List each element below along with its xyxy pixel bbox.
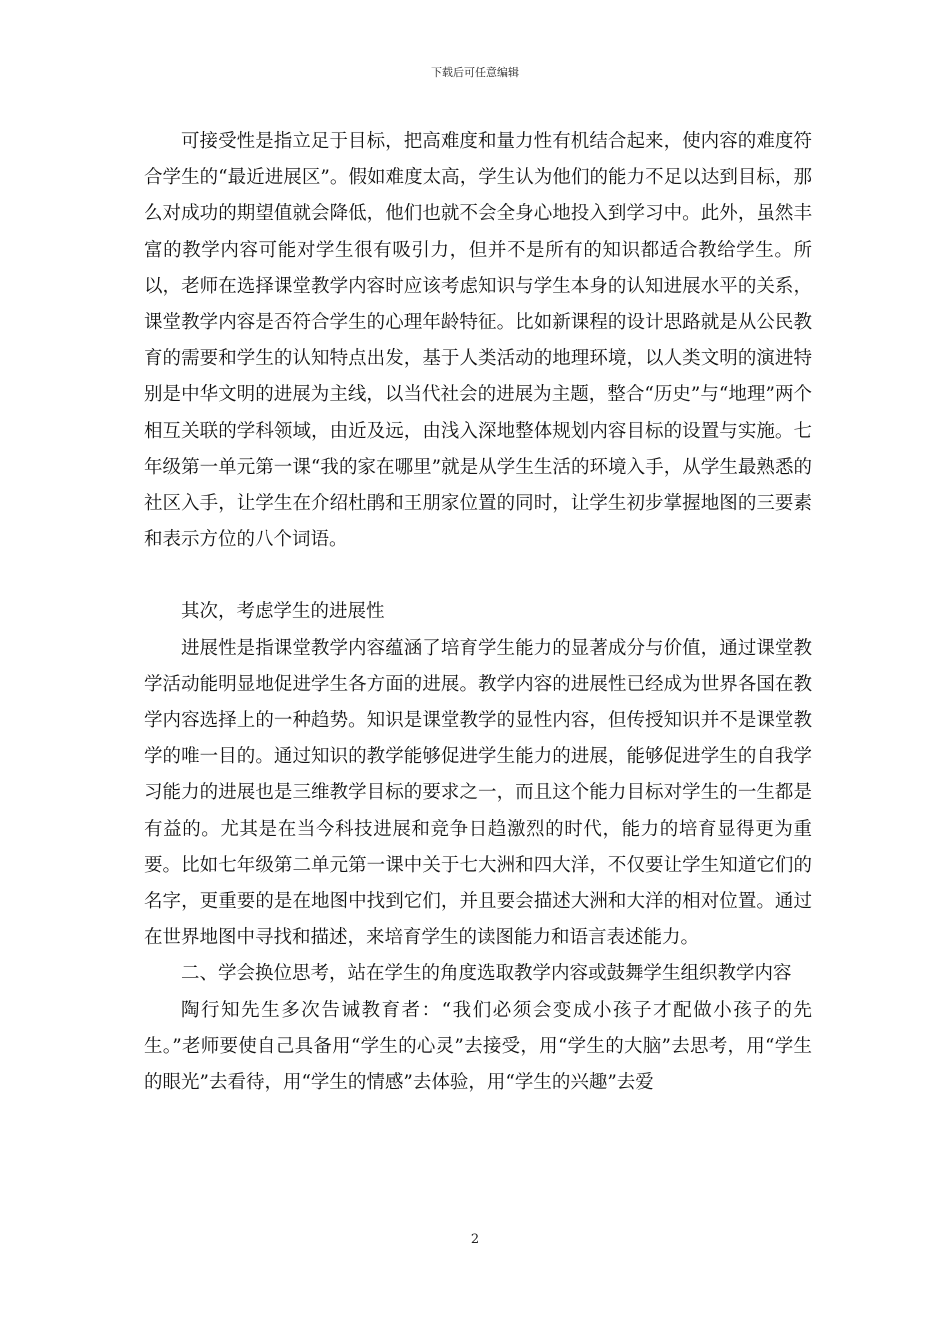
paragraph-tao-xingzhi: 陶行知先生多次告诫教育者：“我们必须会变成小孩子才配做小孩子的先生。”老师要使自己具备用“学生的心灵”去接受，用“学生的大脑”去思考，用“学生的眼光”去看待，用“学生的情感”去体验，用“学生的兴趣”去爱 <box>144 999 812 1094</box>
page-header: 下载后可任意编辑 <box>431 66 519 79</box>
document-body <box>144 124 812 1101</box>
paragraph-spacer <box>144 558 812 594</box>
section-heading-perspective: 二、学会换位思考，站在学生的角度选取教学内容或鼓舞学生组织教学内容 <box>181 963 792 985</box>
paragraph-development: 进展性是指课堂教学内容蕴涵了培育学生能力的显著成分与价值，通过课堂教学活动能明显地促进学生各方面的进展。教学内容的进展性已经成为世界各国在教学内容选择上的一种趋势。知识是课堂教学的显性内容，但传授知识并不是课堂教学的唯一目的。通过知识的教学能够促进学生能力的进展，能够促进学生的自我学习能力的进展也是三维教学目标的要求之一，而且这个能力目标对学生的一生都是有益的。尤其是在当今科技进展和竞争日趋激烈的时代，能力的培育显得更为重要。比如七年级第二单元第一课中关于七大洲和四大洋，不仅要让学生知道它们的名字，更重要的是在地图中找到它们，并且要会描述大洲和大洋的相对位置。通过在世界地图中寻找和描述，来培育学生的读图能力和语言表述能力。 <box>144 637 812 949</box>
section-heading-development: 其次，考虑学生的进展性 <box>181 601 385 623</box>
paragraph-acceptability: 可接受性是指立足于目标，把高难度和量力性有机结合起来，使内容的难度符合学生的“最近进展区”。假如难度太高，学生认为他们的能力不足以达到目标，那么对成功的期望值就会降低，他们也就不会全身心地投入到学习中。此外，虽然丰富的教学内容可能对学生很有吸引力，但并不是所有的知识都适合教给学生。所以，老师在选择课堂教学内容时应该考虑知识与学生本身的认知进展水平的关系，课堂教学内容是否符合学生的心理年龄特征。比如新课程的设计思路就是从公民教育的需要和学生的认知特点出发，基于人类活动的地理环境，以人类文明的演进特别是中华文明的进展为主线，以当代社会的进展为主题，整合“历史”与“地理”两个相互关联的学科领域，由近及远，由浅入深地整体规划内容目标的设置与实施。七年级第一单元第一课“我的家在哪里”就是从学生生活的环境入手，从学生最熟悉的社区入手，让学生在介绍杜鹃和王朋家位置的同时，让学生初步掌握地图的三要素和表示方位的八个词语。 <box>144 131 812 551</box>
page-number: 2 <box>470 1232 480 1247</box>
